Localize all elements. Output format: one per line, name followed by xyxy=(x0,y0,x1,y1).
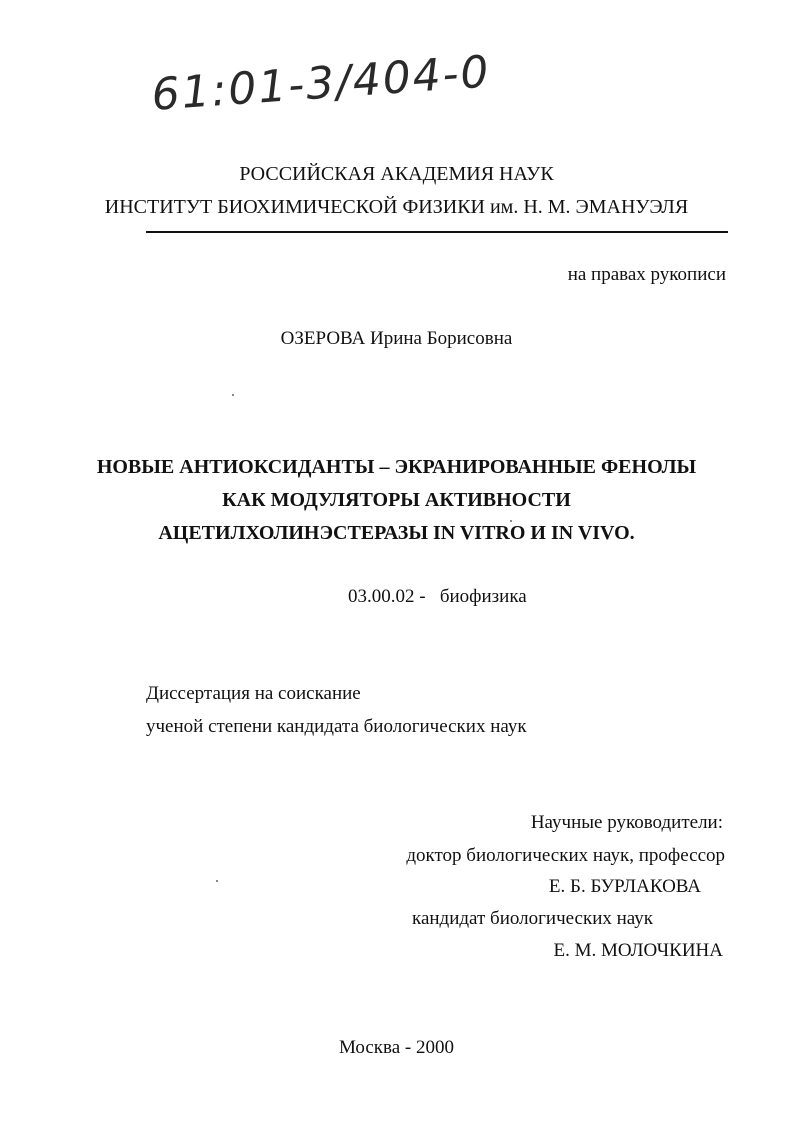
author-name: ОЗЕРОВА Ирина Борисовна xyxy=(280,328,513,349)
specialty-line xyxy=(348,586,527,608)
supervisors-heading: Научные руководители: xyxy=(530,812,723,833)
institute-name: ИНСТИТУТ БИОХИМИЧЕСКОЙ ФИЗИКИ им. Н. М. ЭМАНУЭЛЯ xyxy=(104,196,689,218)
supervisor-1-name: Е. Б. БУРЛАКОВА xyxy=(548,876,701,897)
scan-speck xyxy=(232,394,234,396)
supervisor-1-title: доктор биологических наук, профессор xyxy=(406,845,725,866)
title-line-1: НОВЫЕ АНТИОКСИДАНТЫ – ЭКРАНИРОВАННЫЕ ФЕНОЛЫ xyxy=(96,456,697,478)
scan-speck xyxy=(216,880,218,882)
title-line-3: АЦЕТИЛХОЛИНЭСТЕРАЗЫ IN VITRO И IN VIVO. xyxy=(158,522,635,544)
degree-line-2: ученой степени кандидата биологических наук xyxy=(146,716,527,737)
scan-speck xyxy=(510,520,512,522)
supervisor-2-title: кандидат биологических наук xyxy=(412,908,653,929)
handwritten-archive-code: 61:01-3/404-0 xyxy=(150,46,493,121)
specialty-code: 03.00.02 - xyxy=(348,586,426,607)
manuscript-note: на правах рукописи xyxy=(567,264,726,285)
city-year: Москва - 2000 xyxy=(338,1037,455,1058)
supervisor-2-name: Е. М. МОЛОЧКИНА xyxy=(553,940,723,961)
title-line-2: КАК МОДУЛЯТОРЫ АКТИВНОСТИ xyxy=(222,489,571,511)
degree-line-1: Диссертация на соискание xyxy=(146,683,361,704)
academy-name: РОССИЙСКАЯ АКАДЕМИЯ НАУК xyxy=(239,163,554,185)
header-divider xyxy=(146,231,728,233)
specialty-name: биофизика xyxy=(439,586,527,607)
